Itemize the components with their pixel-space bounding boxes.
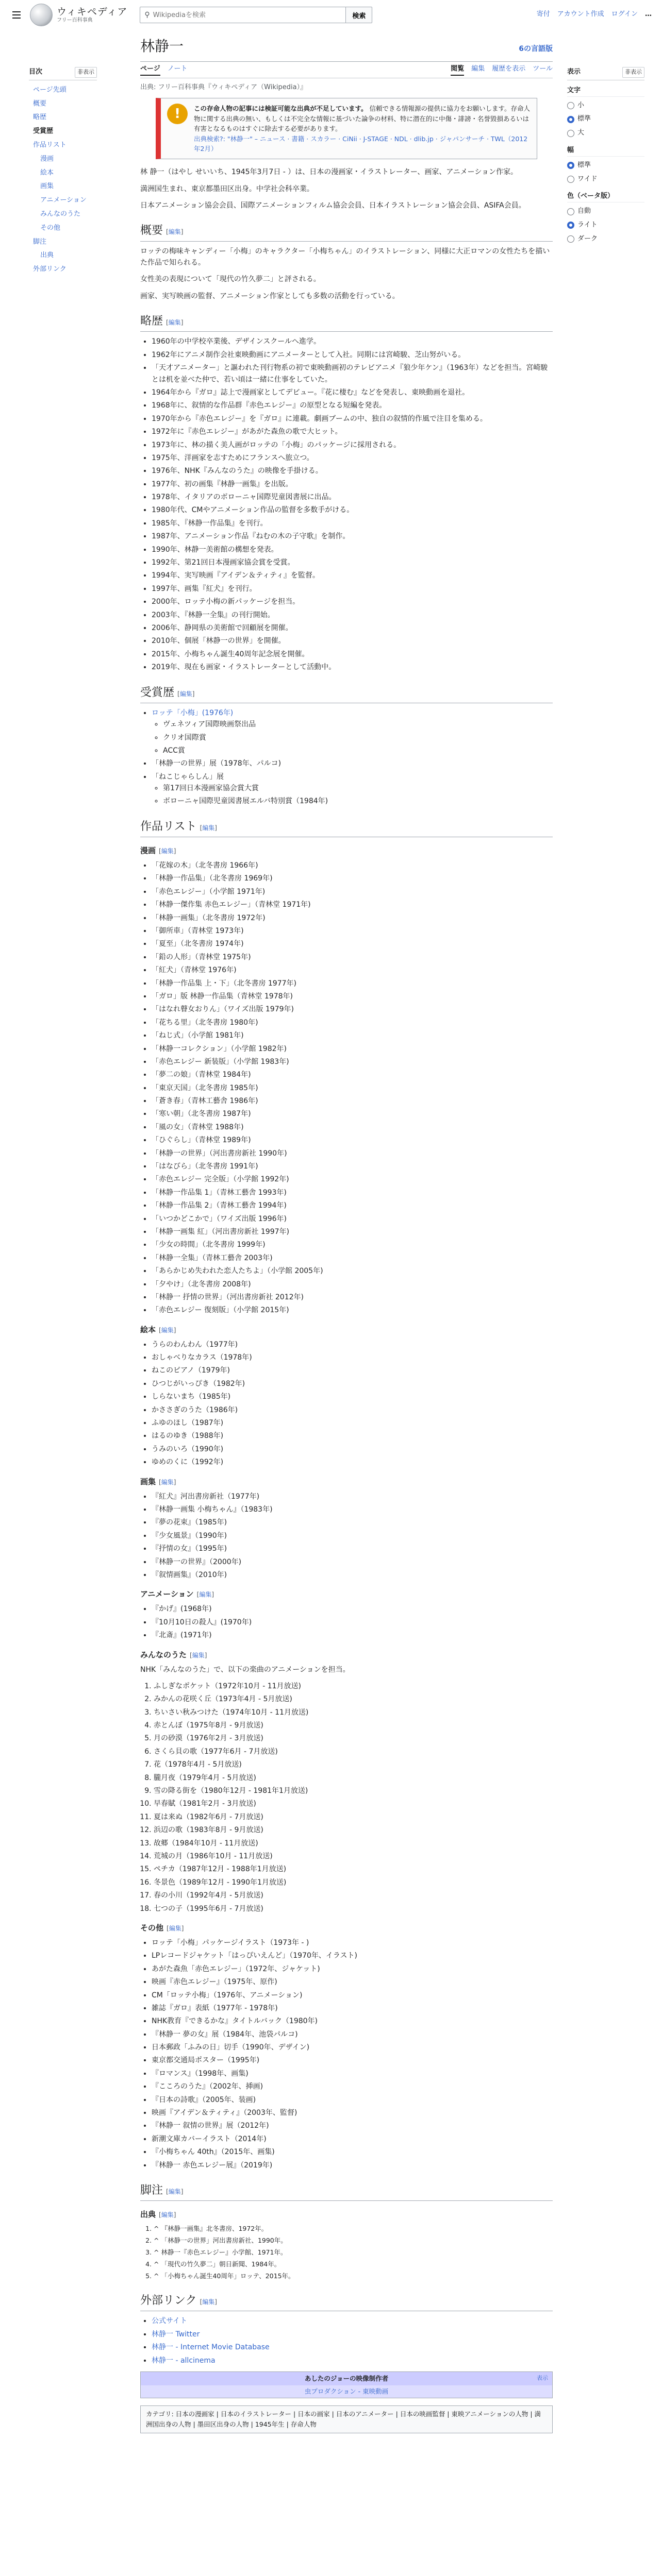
section-awards-heading: 受賞歴 [編集] — [140, 684, 553, 703]
list-item: • 「紅犬」（青林堂 1976年) — [152, 964, 553, 976]
external-link[interactable]: 林静一 - allcinema — [152, 2356, 216, 2365]
list-item: 15. ペチカ（1987年12月 - 1988年1月放送) — [154, 1863, 553, 1875]
navbox-toggle-button[interactable]: 表示 — [537, 2374, 548, 2381]
toc-hide-button[interactable]: 非表示 — [75, 67, 97, 78]
overview-paragraph-3: 画家、実写映画の監督、アニメーション作家としても多数の活動を行っている。 — [140, 292, 400, 300]
color-auto[interactable]: 自動 — [567, 205, 644, 218]
intro-paragraph-1: 林 静一（はやし せいいち、1945年3月7日 - ）は、日本の漫画家・イラストレーター、画家、アニメーション作家。 — [140, 168, 518, 177]
edit-link[interactable]: 編集 — [161, 848, 174, 855]
list-item: • 1985年、『林静一作品集』を刊行。 — [152, 518, 553, 529]
toc-item-top[interactable]: ページ先頭 — [33, 86, 67, 94]
list-item: • 「天才アニメーター」と謳われた刊行物系の初で東映動画初のテレビアニメ『狼少年ケン』（1963年）などを担当。宮崎駿とは机を並べた仲で、若い頃は一緒に仕事をしていた。 — [152, 362, 553, 385]
toc-title: 目次 — [29, 68, 43, 76]
edit-link[interactable]: 編集 — [179, 690, 192, 698]
intro-paragraph-3: 日本アニメーション協会会員、国際アニメーションフィルム協会会員、日本イラストレーション協会会員、ASIFA会員。 — [140, 201, 526, 210]
list-item: • 2003年、『林静一全集』の刊行開始。 — [152, 609, 553, 621]
list-item: • 「あらかじめ失われた恋人たちよ」（小学館 2005年) — [152, 1265, 553, 1277]
list-item: • 1962年にアニメ制作会社東映動画にアニメーターとして入社。同期には宮崎駿、芝山努がいる。 — [152, 349, 553, 361]
list-item: 17. 春の小川（1992年4月 - 5月放送) — [154, 1890, 553, 1901]
list-item: • 日本郵政「ふみの日」切手（1990年、デザイン) — [152, 2042, 553, 2053]
category-links[interactable]: カテゴリ: 日本の漫画家 | 日本のイラストレーター | 日本の画家 | 日本のアニメーター | 日本の映画監督 | 東映アニメーションの人物 | 満洲国出身の人物 | 墨田区出身の人物 | 1945年生 | 存命人物 — [140, 2405, 553, 2433]
list-item: • しらないまち（1985年) — [152, 1391, 553, 1402]
toc-item-sources[interactable]: 出典 — [40, 251, 54, 260]
ehon-list — [152, 1339, 553, 1468]
list-item: • 『抒情の女』（1995年) — [152, 1543, 553, 1554]
reference-item: 5. ^ 「小梅ちゃん誕生40周年」ロッテ、2015年。 — [154, 2271, 553, 2281]
create-account-link[interactable]: アカウント作成 — [557, 10, 604, 18]
subsection-sources-heading: 出典 [編集] — [140, 2210, 176, 2219]
list-item: • 「林静一作品集 1」（青林工藝舎 1993年) — [152, 1187, 553, 1198]
language-button[interactable]: 6の言語版 — [519, 45, 553, 53]
list-item: • 『北斎』(1971年) — [152, 1630, 553, 1641]
list-item: • 『林静一 叙情の世界』展（2012年) — [152, 2120, 553, 2131]
list-item: • 2019年、現在も画家・イラストレーターとして活動中。 — [152, 662, 553, 673]
other-list — [152, 1937, 553, 2171]
radio-icon — [567, 208, 574, 215]
list-item: • 「はなれ瞽女おりん」（ワイズ出版 1979年) — [152, 1004, 553, 1015]
subsection-minna-heading: みんなのうた [編集] — [140, 1650, 207, 1659]
list-item: • 1968年に、叙情的な作品群『赤色エレジー』の原型となる短編を発表。 — [152, 400, 553, 411]
list-item: • 1973年に、林の描く美人画がロッテの「小梅」のパッケージに採用される。 — [152, 439, 553, 451]
list-item: • 1970年から『赤色エレジー』を『ガロ』に連載。劇画ブームの中、独自の叙情的作風で注目を集める。 — [152, 413, 553, 425]
list-item: • 「花ちる里」（北冬書房 1980年) — [152, 1017, 553, 1028]
edit-link[interactable]: 編集 — [161, 1478, 174, 1486]
reference-item: 3. ^ 林静一『赤色エレジー』小学館、1971年。 — [154, 2247, 553, 2258]
search-box[interactable] — [140, 7, 346, 23]
radio-icon — [567, 176, 574, 183]
list-item: • うらのわんわん（1977年) — [152, 1339, 553, 1350]
list-item: 5. 月の砂漠（1976年2月 - 3月放送) — [154, 1733, 553, 1744]
list-item: • 「鉛の人形」（青林堂 1975年) — [152, 952, 553, 963]
list-item — [152, 2355, 553, 2366]
list-item: 13. 故郷（1984年10月 - 11月放送) — [154, 1838, 553, 1849]
list-item: • 「夕やけ」（北冬書房 2008年) — [152, 1279, 553, 1290]
warning-icon: ! — [167, 104, 188, 124]
tab-history[interactable]: 履歴を表示 — [492, 64, 526, 73]
list-item: • 1980年代、CMやアニメーション作品の監督を多数手がける。 — [152, 504, 553, 516]
overview-paragraph-1: ロッテの梅味キャンディー「小梅」のキャラクター「小梅ちゃん」のイラストレーション、同様に大正ロマンの女性たちを描いた作品で知られる。 — [140, 247, 550, 267]
external-link[interactable]: 林静一 - Internet Movie Database — [152, 2343, 270, 2352]
list-item: • 「林静一作品集」（北冬書房 1969年) — [152, 873, 553, 884]
list-item: 8. 朧月夜（1979年4月 - 5月放送) — [154, 1772, 553, 1784]
list-item: • 「赤色エレジー 完全版」（小学館 1992年) — [152, 1174, 553, 1185]
tab-page[interactable]: ページ — [140, 64, 160, 76]
edit-link[interactable]: 編集 — [168, 2188, 181, 2195]
list-item: • 「赤色エレジー 新装版」（小学館 1983年) — [152, 1056, 553, 1067]
list-item: • 『10月10日の殺人』(1970年) — [152, 1617, 553, 1628]
manga-list — [152, 860, 553, 1316]
site-header — [0, 0, 662, 30]
list-item: • 「林静一画集 紅」（河出書房新社 1997年) — [152, 1226, 553, 1238]
list-item: ◦ ACC賞 — [163, 745, 553, 756]
toc-item-minna[interactable]: みんなのうた — [40, 210, 81, 218]
list-item: • 1987年、アニメーション作品『ねむの木の子守歌』を制作。 — [152, 531, 553, 542]
list-item: • 「夏至」（北冬書房 1974年) — [152, 938, 553, 950]
edit-link[interactable]: 編集 — [168, 228, 181, 236]
external-link[interactable]: 林静一 Twitter — [152, 2330, 200, 2338]
notice-body: 信頼できる情報源の提供に協力をお願いします。存命人物に関する出典の無い、もしくは不完全な情報に基づいた論争の材料、特に潜在的に中傷・誹謗・名誉毀損あるいは有害となるものはすぐに除去する必要があります。 — [194, 105, 531, 133]
reference-item: 1. ^ 『林静一画集』北冬書房、1972年。 — [154, 2224, 553, 2234]
career-list — [152, 336, 553, 673]
list-item: • 1972年に『赤色エレジー』があがた森魚の歌で大ヒット。 — [152, 426, 553, 437]
radio-selected-icon — [567, 116, 574, 123]
edit-link[interactable]: 編集 — [161, 1326, 174, 1334]
edit-link[interactable]: 編集 — [169, 1924, 181, 1932]
list-item: • ロッテ「小梅」(1976年) ◦ ヴェネツィア国際映画祭出品 ◦ クリオ国際賞 ◦ ACC賞 — [152, 707, 553, 757]
list-item: • 「ねじ式」（小学館 1981年) — [152, 1030, 553, 1041]
section-external-heading: 外部リンク [編集] — [140, 2292, 553, 2311]
radio-icon — [567, 235, 574, 243]
navbox-title: あしたのジョーの映像制作者 — [304, 2374, 389, 2382]
search-input[interactable] — [153, 11, 339, 19]
list-item: ◦ 第17回日本漫画家協会賞大賞 — [163, 783, 553, 794]
list-item: • 「赤色エレジー」（小学館 1971年) — [152, 886, 553, 897]
edit-link[interactable]: 編集 — [202, 2298, 215, 2306]
list-item: • 「ガロ」版 林静一作品集（青林堂 1978年) — [152, 991, 553, 1002]
list-item: • はるのゆき（1988年) — [152, 1430, 553, 1442]
text-size-small[interactable]: 小 — [567, 99, 644, 113]
radio-icon — [567, 130, 574, 137]
toc-item-works[interactable]: 作品リスト — [33, 141, 67, 149]
reference-item: 2. ^ 「林静一の世界」河出書房新社、1990年。 — [154, 2235, 553, 2246]
page-title: 林静一 — [140, 38, 184, 55]
text-size-heading: 文字 — [567, 86, 644, 97]
width-standard[interactable]: 標準 — [567, 159, 644, 173]
width-wide[interactable]: ワイド — [567, 173, 644, 187]
toc-item-gashu[interactable]: 画集 — [40, 182, 54, 191]
toc-item-awards[interactable]: 受賞歴 — [33, 127, 54, 135]
more-options-icon[interactable]: … — [645, 10, 652, 18]
list-item: • 1997年、画集『紅犬』を刊行。 — [152, 583, 553, 595]
references-list — [154, 2224, 553, 2281]
list-item: • 『日本の詩歌』（2005年、装画) — [152, 2094, 553, 2106]
edit-link[interactable]: 編集 — [199, 1591, 212, 1599]
login-link[interactable]: ログイン — [611, 10, 638, 18]
wikipedia-globe-icon — [30, 4, 53, 26]
list-item: 7. 花（1978年4月 - 5月放送) — [154, 1759, 553, 1770]
list-item: • 1960年の中学校卒業後、デザインスクールへ進学。 — [152, 336, 553, 347]
reference-item: 4. ^ 「現代の竹久夢二」朝日新聞、1984年。 — [154, 2259, 553, 2269]
list-item: • 2000年、ロッテ小梅の新パッケージを担当。 — [152, 596, 553, 607]
minna-list — [154, 1681, 553, 1914]
list-item: 12. 浜辺の歌（1983年8月 - 9月放送) — [154, 1824, 553, 1836]
list-item: 9. 雪の降る街を（1980年12月 - 1981年1月放送) — [154, 1785, 553, 1797]
list-item: 6. さくら貝の歌（1977年6月 - 7月放送) — [154, 1746, 553, 1757]
toc-item-notes[interactable]: 脚注 — [33, 238, 47, 246]
toc-item-ehon[interactable]: 絵本 — [40, 168, 54, 177]
list-item: 1. ふしぎなポケット（1972年10月 - 11月放送) — [154, 1681, 553, 1692]
subsection-anime-heading: アニメーション [編集] — [140, 1589, 214, 1599]
list-item: • 2015年、小梅ちゃん誕生40周年記念展を開催。 — [152, 649, 553, 660]
list-item: 11. 夏は来ぬ（1982年6月 - 7月放送) — [154, 1811, 553, 1823]
list-item: • 東京都交通局ポスター（1995年) — [152, 2055, 553, 2066]
list-item — [152, 2329, 553, 2340]
gashu-list — [152, 1491, 553, 1581]
list-item: • 「はなびら」（北冬書房 1991年) — [152, 1161, 553, 1172]
list-item: • 「林静一 抒情の世界」（河出書房新社 2012年) — [152, 1292, 553, 1303]
list-item: • 『林静一の世界』（2000年) — [152, 1556, 553, 1568]
list-item: • 映画『赤色エレジー』（1975年、原作) — [152, 1976, 553, 1988]
list-item: • 「御所車」（青林堂 1973年) — [152, 925, 553, 937]
external-link[interactable]: 公式サイト — [152, 2317, 188, 2326]
list-item: • 『叙情画集』（2010年) — [152, 1569, 553, 1581]
list-item: • ゆめのくに（1992年) — [152, 1456, 553, 1468]
site-title: ウィキペディア — [57, 6, 128, 18]
list-item: 18. 七つの子（1995年6月 - 7月放送) — [154, 1903, 553, 1914]
search-form — [140, 7, 372, 23]
color-heading: 色（ベータ版） — [567, 191, 644, 202]
list-item: • 「林静一の世界」（河出書房新社 1990年) — [152, 1148, 553, 1159]
navbox-link[interactable]: 虫プロダクション - 東映動画 — [304, 2387, 389, 2395]
list-item: • 「寒い朝」（北冬書房 1987年) — [152, 1108, 553, 1120]
radio-selected-icon — [567, 162, 574, 169]
list-item: 10. 早春賦（1981年2月 - 3月放送) — [154, 1798, 553, 1809]
overview-paragraph-2: 女性美の表現について「現代の竹久夢二」と評される。 — [140, 275, 321, 284]
list-item: • 「林静一作品集 2」（青林工藝舎 1994年) — [152, 1200, 553, 1211]
subsection-other-heading: その他 [編集] — [140, 1923, 184, 1933]
tab-edit[interactable]: 編集 — [471, 64, 485, 73]
list-item: • 1964年から『ガロ』誌上で漫画家としてデビュー。『花に棲む』などを発表し、東映動画を退社。 — [152, 387, 553, 398]
list-item: • かささぎのうた（1986年) — [152, 1404, 553, 1416]
list-item: • ふゆのほし（1987年) — [152, 1417, 553, 1429]
width-heading: 幅 — [567, 145, 644, 157]
list-item: • 「少女の時間」（北冬書房 1999年) — [152, 1239, 553, 1250]
list-item: • ロッテ「小梅」パッケージイラスト（1973年 - ) — [152, 1937, 553, 1948]
color-dark[interactable]: ダーク — [567, 232, 644, 246]
list-item: 14. 荒城の月（1986年10月 - 11月放送) — [154, 1851, 553, 1862]
search-icon: ⚲ — [144, 10, 150, 19]
subsection-manga-heading: 漫画 [編集] — [140, 846, 176, 856]
page-tabs — [140, 64, 553, 78]
site-subtitle: フリー百科事典 — [57, 17, 93, 23]
navbox — [140, 2371, 553, 2398]
notice-box — [156, 98, 537, 159]
toc-item-other[interactable]: その他 — [40, 224, 61, 232]
site-subtitle-line: 出典: フリー百科事典『ウィキペディア（Wikipedia）』 — [140, 83, 307, 91]
appearance-panel — [567, 67, 644, 246]
donate-link[interactable]: 寄付 — [536, 10, 550, 18]
list-item: • 「林静一傑作集 赤色エレジー」（青林堂 1971年) — [152, 899, 553, 910]
list-item: • 1978年、イタリアのボローニャ国際児童図書展に出品。 — [152, 492, 553, 503]
awards-list — [152, 707, 553, 807]
article — [140, 35, 553, 2433]
subsection-gashu-heading: 画集 [編集] — [140, 1477, 176, 1486]
list-item: • 映画『アイデン＆ティティ』（2003年、監督) — [152, 2107, 553, 2119]
list-item: • 1976年、NHK『みんなのうた』の映像を手掛ける。 — [152, 465, 553, 477]
list-item: 16. 冬景色（1989年12月 - 1990年1月放送) — [154, 1877, 553, 1888]
list-item: • 2006年、静岡県の美術館で回顧展を開催。 — [152, 622, 553, 634]
appearance-hide-button[interactable]: 非表示 — [622, 67, 644, 78]
list-item: • CM「ロッテ小梅」（1976年、アニメーション) — [152, 1990, 553, 2001]
list-item: • 『林静一 赤色エレジー展』（2019年) — [152, 2160, 553, 2171]
list-item: • 「林静一コレクション」（小学館 1982年) — [152, 1043, 553, 1055]
list-item: 4. 赤とんぼ（1975年8月 - 9月放送) — [154, 1720, 553, 1731]
list-item: • NHK教育『できるかな』タイトルバック（1980年) — [152, 2015, 553, 2027]
list-item: • 1994年、実写映画『アイデン＆ティティ』を監督。 — [152, 570, 553, 581]
main-menu-button[interactable] — [8, 7, 25, 23]
toc-item-external[interactable]: 外部リンク — [33, 265, 67, 274]
list-item: • 「ねこじゃらしん」展 ◦ 第17回日本漫画家協会賞大賞 ◦ ボローニャ国際児童図書展エルバ特別賞（1984年) — [152, 771, 553, 807]
list-item: ◦ ボローニャ国際児童図書展エルバ特別賞（1984年) — [163, 795, 553, 807]
list-item: • 2010年、個展「林静一の世界」を開催。 — [152, 635, 553, 647]
toc-item-overview[interactable]: 概要 — [33, 99, 47, 108]
list-item: • 『林静一 夢の女』展（1984年、池袋パルコ) — [152, 2029, 553, 2040]
subsection-ehon-heading: 絵本 [編集] — [140, 1325, 176, 1334]
list-item: • あがた森魚「赤色エレジー」（1972年、ジャケット) — [152, 1963, 553, 1975]
tab-read[interactable]: 閲覧 — [451, 64, 464, 76]
edit-link[interactable]: 編集 — [168, 319, 181, 327]
list-item: • 「蒼き春」（青林工藝舎 1986年) — [152, 1095, 553, 1107]
notice-source-search[interactable]: 出典検索?: "林静一" – ニュース · 書籍 · スカラー · CiNii · J-STAGE · NDL · dlib.jp · ジャパンサーチ · TWL（2012年2月） — [194, 134, 528, 152]
edit-link[interactable]: 編集 — [161, 2211, 174, 2219]
list-item: • 雑誌『ガロ』表紙（1977年 - 1978年) — [152, 2003, 553, 2014]
tab-talk[interactable]: ノート — [167, 64, 188, 73]
toc-item-anime[interactable]: アニメーション — [40, 196, 87, 205]
list-item: • おしゃべりなカラス（1978年) — [152, 1352, 553, 1363]
list-item: • 新潮文庫カバーイラスト（2014年) — [152, 2133, 553, 2145]
toc-item-career[interactable]: 略歴 — [33, 113, 47, 122]
external-links-list — [152, 2315, 553, 2366]
user-links — [537, 9, 652, 20]
list-item: • 「夢二の娘」（青林堂 1984年) — [152, 1069, 553, 1080]
list-item: • ねこのピアノ（1979年) — [152, 1365, 553, 1376]
toc-item-manga[interactable]: 漫画 — [40, 155, 54, 163]
text-size-large[interactable]: 大 — [567, 126, 644, 140]
list-item: • 1992年、第21回日本漫画家協会賞を受賞。 — [152, 557, 553, 568]
radio-icon — [567, 102, 574, 109]
list-item: • 「赤色エレジー 復刻版」（小学館 2015年) — [152, 1304, 553, 1316]
list-item: • 「林静一画集」（北冬書房 1972年) — [152, 912, 553, 924]
list-item: • 『夢の花束』（1985年) — [152, 1517, 553, 1528]
list-item: • 『少女風景』（1990年) — [152, 1530, 553, 1541]
section-notes-heading: 脚注 [編集] — [140, 2181, 553, 2201]
list-item: • 「林静一の世界」展（1978年、パルコ) — [152, 758, 553, 769]
color-light[interactable]: ライト — [567, 218, 644, 232]
list-item: • 「ひぐらし」（青林堂 1989年) — [152, 1134, 553, 1146]
table-of-contents — [29, 67, 97, 277]
list-item: 2. みかんの花咲く丘（1973年4月 - 5月放送) — [154, 1693, 553, 1705]
minna-intro: NHK「みんなのうた」で、以下の楽曲のアニメーションを担当。 — [140, 1665, 350, 1674]
tab-tools[interactable]: ツール — [533, 64, 553, 73]
list-item: • うみのいろ（1990年) — [152, 1444, 553, 1455]
radio-selected-icon — [567, 222, 574, 229]
list-item: • 『林静一画集 小梅ちゃん』（1983年) — [152, 1504, 553, 1515]
list-item: • 「花嫁の木」（北冬書房 1966年) — [152, 860, 553, 871]
list-item: • ひつじがいっぴき（1982年) — [152, 1378, 553, 1389]
section-career-heading: 略歴 [編集] — [140, 312, 553, 332]
list-item: • 「いつかどこかで」（ワイズ出版 1996年) — [152, 1213, 553, 1225]
list-item: • 『小梅ちゃん 40th』（2015年、画集) — [152, 2146, 553, 2158]
notice-headline: この存命人物の記事には検証可能な出典が不足しています。 — [194, 105, 368, 113]
list-item: • 1990年、林静一美術館の構想を発表。 — [152, 544, 553, 555]
list-item: • 1975年、洋画家を志すためにフランスへ旅立つ。 — [152, 452, 553, 464]
text-size-standard[interactable]: 標準 — [567, 112, 644, 126]
appearance-title: 表示 — [567, 68, 581, 76]
list-item: • LPレコードジャケット「はっぴいえんど」（1970年、イラスト) — [152, 1950, 553, 1961]
section-works-heading: 作品リスト [編集] — [140, 818, 553, 837]
list-item: • 「風の女」（青林堂 1988年) — [152, 1122, 553, 1133]
search-button[interactable]: 検索 — [346, 7, 372, 23]
list-item: • 「林静一全集」（青林工藝舎 2003年) — [152, 1252, 553, 1264]
edit-link[interactable]: 編集 — [202, 824, 215, 832]
list-item: • 『ロマンス』（1998年、画集) — [152, 2068, 553, 2079]
list-item — [152, 2315, 553, 2327]
list-item: • 1977年、初の画集『林静一画集』を出版。 — [152, 479, 553, 490]
list-item: • 『かげ』(1968年) — [152, 1603, 553, 1615]
intro-paragraph-2: 満洲国生まれ、東京都墨田区出身。中学社会科卒業。 — [140, 184, 314, 193]
list-item: • 「東京天国」（北冬書房 1985年) — [152, 1082, 553, 1094]
list-item — [152, 2342, 553, 2353]
list-item: ◦ ヴェネツィア国際映画祭出品 — [163, 719, 553, 730]
site-logo[interactable] — [30, 4, 127, 26]
list-item: ◦ クリオ国際賞 — [163, 732, 553, 743]
list-item: • 「林静一作品集 上・下」（北冬書房 1977年) — [152, 978, 553, 989]
section-overview-heading: 概要 [編集] — [140, 222, 553, 241]
list-item: 3. ちいさい秋みつけた（1974年10月 - 11月放送) — [154, 1707, 553, 1718]
edit-link[interactable]: 編集 — [192, 1651, 205, 1659]
anime-list — [152, 1603, 553, 1641]
list-item: • 『紅犬』河出書房新社（1977年) — [152, 1491, 553, 1502]
list-item: • 『こころのうた』（2002年、挿画) — [152, 2081, 553, 2092]
